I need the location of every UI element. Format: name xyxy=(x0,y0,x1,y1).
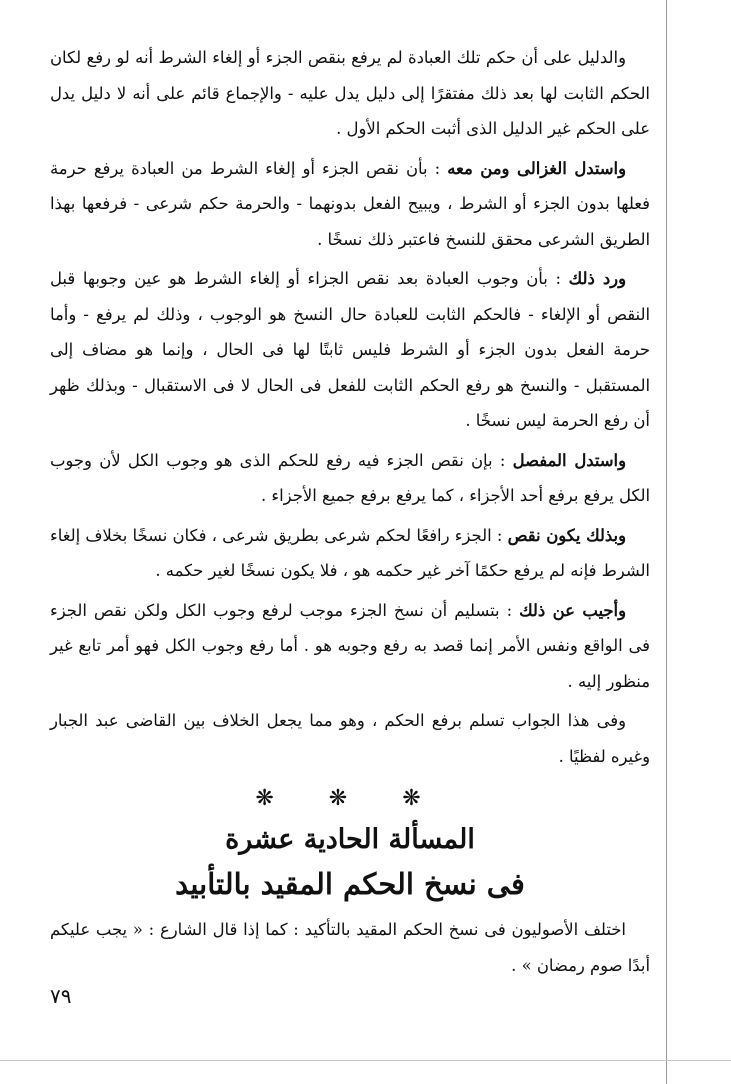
paragraph-1-text: والدليل على أن حكم تلك العبادة لم يرفع بنقص الجزء أو إلغاء الشرط أنه لو رفع لكان الحكم الثابت لها بعد ذلك مفتقرًا إلى دليل يدل عليه - والإجماع قائم على أنه لا دليل يدل على الحكم غير الدليل الذى أثبت الحكم الأول . xyxy=(50,48,650,138)
section-heading-title: المسألة الحادية عشرة xyxy=(225,824,475,855)
paragraph-7-text: وفى هذا الجواب تسلم برفع الحكم ، وهو مما يجعل الخلاف بين القاضى عبد الجبار وغيره لفظيًا . xyxy=(50,711,650,766)
paragraph-2-text: : بأن نقص الجزء أو إلغاء الشرط من العبادة يرفع حرمة فعلها بدون الجزء أو الشرط ، ويبيح الفعل بدونهما - والحرمة حكم شرعى - فرفعها بهذا الطريق الشرعى محقق للنسخ فاعتبر ذلك نسخًا . xyxy=(50,158,650,249)
paragraph-6-text: : بتسليم أن نسخ الجزء موجب لرفع وجوب الكل ولكن نقص الجزء فى الواقع ونفس الأمر إنما قصد به رفع وجوبه هو . أما رفع وجوب الكل فهو أمر تابع غير منظور إليه . xyxy=(50,600,650,691)
section-separator-stars: ❋ ❋ ❋ xyxy=(255,786,445,811)
page-body xyxy=(50,40,650,987)
paragraph-2-lead: واستدل الغزالى ومن معه xyxy=(447,158,626,178)
paragraph-7 xyxy=(50,703,650,774)
paragraph-6 xyxy=(50,593,650,700)
paragraph-5 xyxy=(50,518,650,589)
paragraph-4-lead: واستدل المفصل xyxy=(512,450,626,470)
paragraph-3-lead: ورد ذلك xyxy=(568,269,626,288)
page-edge-right xyxy=(666,0,667,1084)
paragraph-4-text: : بإن نقص الجزء فيه رفع للحكم الذى هو وجوب الكل لأن وجوب الكل يرفع برفع أحد الأجزاء ، كما يرفع برفع جميع الأجزاء . xyxy=(50,450,650,505)
paragraph-3-text: : بأن وجوب العبادة بعد نقص الجزاء أو إلغاء الشرط هو عين وجوبها قبل النقص أو الإلغاء - فالحكم الثابت للعبادة حال النسخ هو الوجوب ، وذلك لم يرفع - وأما حرمة الفعل بدون الجزء أو الشرط فليس ثابتًا لها فى الحال ، وإنما هو مضاف إلى المستقبل - والنسخ هو رفع الحكم الثابت للفعل فى الحال لا فى الاستقبال - وبذلك ظهر أن رفع الحرمة ليس نسخًا . xyxy=(50,269,650,430)
page-edge-bottom xyxy=(0,1060,731,1061)
paragraph-6-lead: وأجيب عن ذلك xyxy=(519,600,626,620)
paragraph-3 xyxy=(50,261,650,439)
page-number: ٧٩ xyxy=(50,984,72,1008)
paragraph-5-lead: وبذلك يكون نقص xyxy=(507,525,626,545)
paragraph-5-text: : الجزء رافعًا لحكم شرعى بطريق شرعى ، فكان نسخًا بخلاف إلغاء الشرط فإنه لم يرفع حكمًا آخر غير حكمه هو ، فلا يكون نسخًا لغير حكمه . xyxy=(50,525,650,580)
section-heading-subtitle: فى نسخ الحكم المقيد بالتأبيد xyxy=(175,867,525,901)
paragraph-4 xyxy=(50,443,650,514)
section-intro-text: اختلف الأصوليون فى نسخ الحكم المقيد بالتأكيد : كما إذا قال الشارع : « يجب عليكم أبدًا صوم رمضان » . xyxy=(50,920,650,975)
paragraph-2 xyxy=(50,151,650,258)
section-intro-paragraph xyxy=(50,912,650,983)
paragraph-1 xyxy=(50,40,650,147)
